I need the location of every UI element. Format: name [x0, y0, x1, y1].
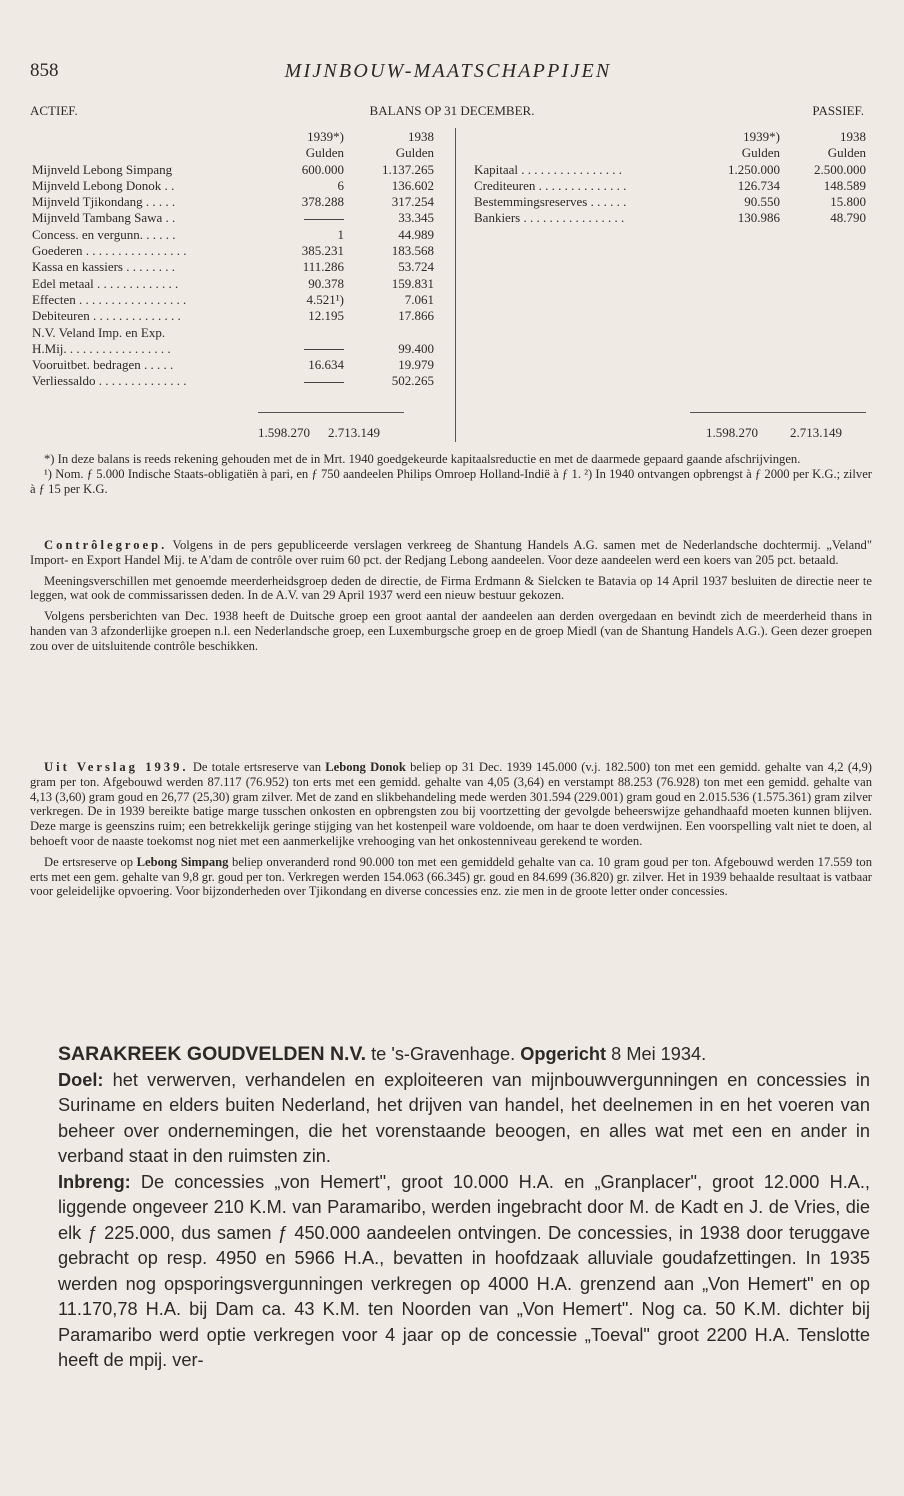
page-number: 858 [30, 60, 59, 81]
controle-text: Volgens in de pers gepubliceerde verslagen verkreeg de Shantung Handels A.G. samen met de Nederlandsche dochtermij. „Veland" Import- en Export Handel Mij. te A'dam de contrôle over ruim 60 pct. der Redjang Lebong aandeelen. Voor deze aandeelen werd een koers van 205 pct. betaald. [30, 538, 872, 567]
liab-value-1938: 48.790 [830, 210, 866, 226]
asset-value-1939: 4.521¹) [306, 291, 344, 307]
asset-label: Edel metaal . . . . . . . . . . . . . [32, 275, 179, 291]
asset-label: H.Mij. . . . . . . . . . . . . . . . . [32, 340, 171, 356]
verslag-section [30, 760, 872, 899]
asset-value-1939: 1 [337, 226, 344, 242]
liab-row [474, 194, 874, 210]
asset-value-1938: 53.724 [398, 259, 434, 275]
liab-col-units [474, 145, 874, 161]
asset-row [32, 227, 452, 243]
liab-value-1938: 15.800 [830, 194, 866, 210]
asset-value-1938: 17.866 [398, 308, 434, 324]
asset-row [32, 259, 452, 275]
doel-label: Doel: [58, 1069, 104, 1090]
controle-paragraph [30, 538, 872, 568]
verslag-heading: Uit Verslag 1939. [44, 760, 189, 774]
asset-value-1939: 378.288 [301, 194, 344, 210]
liab-value-1939: 130.986 [737, 210, 780, 226]
liab-value-1938: 2.500.000 [814, 161, 866, 177]
asset-value-1939: 6 [337, 177, 344, 193]
asset-value-1939: 16.634 [308, 357, 344, 373]
asset-label: Mijnveld Tambang Sawa . . [32, 210, 176, 226]
asset-row [32, 162, 452, 178]
liab-label: Bankiers . . . . . . . . . . . . . . . . [474, 210, 625, 226]
doel-paragraph [58, 1068, 870, 1170]
asset-label: Goederen . . . . . . . . . . . . . . . . [32, 243, 187, 259]
asset-label: Vooruitbet. bedragen . . . . . [32, 357, 174, 373]
asset-value-1938: 7.061 [404, 291, 434, 307]
asset-row [32, 308, 452, 324]
footnote-star: *) In deze balans is reeds rekening gehouden met de in Mrt. 1940 goedgekeurde kapitaalsreductie en met de daarmede gepaard gaande afschrijvingen. [44, 452, 801, 466]
asset-row [32, 276, 452, 292]
balance-title: BALANS OP 31 DECEMBER. [369, 103, 535, 118]
asset-value-1939: 12.195 [308, 308, 344, 324]
asset-value-1938: 99.400 [398, 340, 434, 356]
asset-value-1939: 385.231 [301, 243, 344, 259]
col-year-1938: 1938 [408, 129, 434, 144]
simpang-text-a: De ertsreserve op [44, 854, 137, 869]
asset-label: N.V. Veland Imp. en Exp. [32, 324, 166, 340]
actief-label: ACTIEF. [30, 103, 78, 118]
passief-label: PASSIEF. [812, 103, 864, 118]
col-unit-1939: Gulden [305, 145, 344, 161]
controle-heading: Contrôlegroep. [44, 538, 168, 552]
asset-label: Mijnveld Lebong Simpang [32, 161, 173, 177]
inbreng-text: De concessies „von Hemert", groot 10.000 H.A. en „Granplacer", groot 12.000 H.A., liggende ongeveer 210 K.M. van Paramaribo, werden ingebracht door M. de Kadt en J. de Vries, die elk ƒ 225.000, dus samen ƒ 450.000 aandeelen ontvingen. De concessies, in 1938 door teruggave gebracht op resp. 4950 en 5966 H.A., bevatten in hoofdzaak alluviale goudafzettingen. In 1935 werden nog opsporingsvergunningen verkregen op 4000 H.A. grenzend aan „Von Hemert" en op 11.170,78 H.A. bij Dam ca. 43 K.M. ten Noorden van „Von Hemert". Nog ca. 50 K.M. dichter bij Paramaribo werd optie verkregen voor 4 jaar op de concessie „Toeval" groot 2200 H.A. Tenslotte heeft de mpij. ver- [58, 1171, 870, 1370]
col-unit-1938: Gulden [395, 145, 434, 161]
asset-value-1938: 317.254 [391, 194, 434, 210]
total-assets-1938: 2.713.149 [328, 425, 380, 440]
col-unit-1939: Gulden [741, 145, 780, 161]
asset-value-1938: 502.265 [391, 373, 434, 389]
simpang-paragraph [30, 855, 872, 899]
asset-label: Kassa en kassiers . . . . . . . . [32, 259, 175, 275]
verslag-paragraph [30, 760, 872, 849]
liab-row [474, 162, 874, 178]
asset-value-1938: 1.137.265 [382, 161, 434, 177]
page-header [30, 60, 866, 86]
liab-col-years [474, 129, 874, 145]
controle-section [30, 538, 872, 654]
liab-label: Crediteuren . . . . . . . . . . . . . . [474, 177, 627, 193]
asset-label: Debiteuren . . . . . . . . . . . . . . [32, 308, 181, 324]
col-unit-1938: Gulden [827, 145, 866, 161]
assets-table [32, 129, 452, 390]
col-year-1938: 1938 [840, 129, 866, 144]
total-assets-1939: 1.598.270 [258, 425, 310, 440]
asset-row [32, 178, 452, 194]
asset-value-1938: 44.989 [398, 226, 434, 242]
asset-value-1939: 90.378 [308, 275, 344, 291]
asset-row [32, 341, 452, 357]
col-year-1939: 1939*) [743, 129, 780, 144]
asset-value-1938: 33.345 [398, 210, 434, 226]
total-liab-1939: 1.598.270 [706, 425, 758, 440]
asset-value-1938: 136.602 [391, 177, 434, 193]
asset-label: Mijnveld Lebong Donok . . [32, 177, 175, 193]
asset-row [32, 325, 452, 341]
liab-value-1939: 126.734 [737, 177, 780, 193]
asset-value-1939: 600.000 [301, 161, 344, 177]
asset-row [32, 373, 452, 389]
inbreng-paragraph [58, 1170, 870, 1374]
liab-label: Kapitaal . . . . . . . . . . . . . . . . [474, 161, 623, 177]
asset-label: Concess. en vergunn. . . . . . [32, 226, 176, 242]
asset-label: Effecten . . . . . . . . . . . . . . . . . [32, 291, 187, 307]
inbreng-label: Inbreng: [58, 1171, 131, 1192]
assets-col-units [32, 145, 452, 161]
company-seat: te 's-Gravenhage. [366, 1044, 521, 1064]
liab-total-rule [690, 412, 866, 413]
assets-col-years [32, 129, 452, 145]
verslag-text-a: De totale ertsreserve van [188, 760, 326, 774]
footnote-12: ¹) Nom. ƒ 5.000 Indische Staats-obligatiën à pari, en ƒ 750 aandeelen Philips Omroep Holland-Indië à ƒ 1. ²) In 1940 ontvangen opbrengst à ƒ 2000 per K.G.; zilver à ƒ 15 per K.G. [30, 466, 872, 496]
asset-label: Mijnveld Tjikondang . . . . . [32, 194, 176, 210]
column-divider [455, 128, 456, 442]
company-name: SARAKREEK GOUDVELDEN N.V. [58, 1043, 367, 1065]
liab-value-1938: 148.589 [823, 177, 866, 193]
asset-value-1938: 159.831 [391, 275, 434, 291]
liab-row [474, 178, 874, 194]
asset-row [32, 243, 452, 259]
asset-value-1938: 183.568 [391, 243, 434, 259]
footnotes [30, 452, 872, 496]
asset-row [32, 210, 452, 226]
company-heading-line [58, 1042, 870, 1068]
asset-row [32, 357, 452, 373]
asset-row [32, 194, 452, 210]
asset-value-1939: 111.286 [302, 259, 344, 275]
running-title: MIJNBOUW-MAATSCHAPPIJEN [284, 60, 612, 82]
sarakreek-article [58, 1042, 870, 1374]
founded-date: 8 Mei 1934. [606, 1044, 707, 1064]
paragraph-persberichten: Volgens persberichten van Dec. 1938 heeft de Duitsche groep een groot aantal der aandeelen aan derden overgedaan en bevindt zich de meerderheid thans in handen van 3 afzonderlijke groepen n.l. een Nederlandsche groep, een Luxemburgsche groep en de groep Miedl (van de Shantung Handels A.G.). Geen dezer groepen zou over de uitsluitende contrôle beschikken. [30, 609, 872, 653]
liab-value-1939: 90.550 [744, 194, 780, 210]
asset-label: Verliessaldo . . . . . . . . . . . . . . [32, 373, 187, 389]
liabilities-table [474, 129, 874, 227]
verslag-text-c: beliep op 31 Dec. 1939 145.000 (v.j. 182.500) ton met een gemidd. gehalte van 4,2 (4,9) gram per ton. Afgebouwd werden 87.117 (76.952) ton erts met een gemidd. gehalte van 4,05 (3,64) en verstampt 88.253 (76.928) ton met een gemidd. gehalte van 4,13 (3,60) gram goud en 26,77 (25,30) gram zilver. Met de zand en slikbehandeling mede werden 301.594 (229.001) gram goud en 2.015.536 (1.575.361) gram zilver verkregen. De in 1939 bereikte batige marge tusschen onkosten en opbrengsten zou bij voortzetting der gevolgde beheerswijze gehandhaafd moeten kunnen blijven. Deze marge is geenszins ruim; een betrekkelijk geringe stijging van het kostenpeil ware voldoende, om haar te doen verdwijnen. Een voorspelling valt niet te doen, al behoeft voor de naaste toekomst nog niet met een aanmerkelijke vrehooging van het onkostenniveau gerekend te worden. [30, 760, 872, 848]
assets-total-rule [258, 412, 404, 413]
asset-row [32, 292, 452, 308]
total-liab-1938: 2.713.149 [790, 425, 842, 440]
simpang-text-c: beliep onveranderd rond 90.000 ton met een gemiddeld gehalte van ca. 10 gram goud per ton. Afgebouwd werden 17.559 ton erts met een gem. gehalte van 9,8 gr. goud per ton. Verkregen werden 154.063 (66.345) gr. goud en 84.699 (36.820) gr. zilver. Het in 1939 behaalde resultaat is vatbaar voor geleidelijke opvoering. Voor bijzonderheden over Tjikondang en diverse concessies enz. zie men in de groote letter onder concessies. [30, 854, 872, 899]
lebong-simpang-name: Lebong Simpang [136, 854, 229, 869]
asset-value-1938: 19.979 [398, 357, 434, 373]
liab-value-1939: 1.250.000 [728, 161, 780, 177]
doel-text: het verwerven, verhandelen en exploiteeren van mijnbouwvergunningen en concessies in Suriname en elders buiten Nederland, het drijven van handel, het deelnemen in en het voeren van beheer over ondernemingen, die het vorenstaande beoogen, en alles wat met een en ander in verband staat in den ruimsten zin. [58, 1069, 870, 1166]
lebong-donok-name: Lebong Donok [325, 760, 406, 774]
liab-row [474, 210, 874, 226]
col-year-1939: 1939*) [307, 129, 344, 144]
founded-label: Opgericht [520, 1044, 607, 1064]
liab-label: Bestemmingsreserves . . . . . . [474, 194, 627, 210]
paragraph-directie: Meeningsverschillen met genoemde meerderheidsgroep deden de directie, de Firma Erdmann & Sielcken te Batavia op 14 April 1937 besluiten de directie neer te leggen, wat ook de commissarissen deden. In de A.V. van 29 April 1937 werd een nieuw bestuur gekozen. [30, 573, 872, 603]
